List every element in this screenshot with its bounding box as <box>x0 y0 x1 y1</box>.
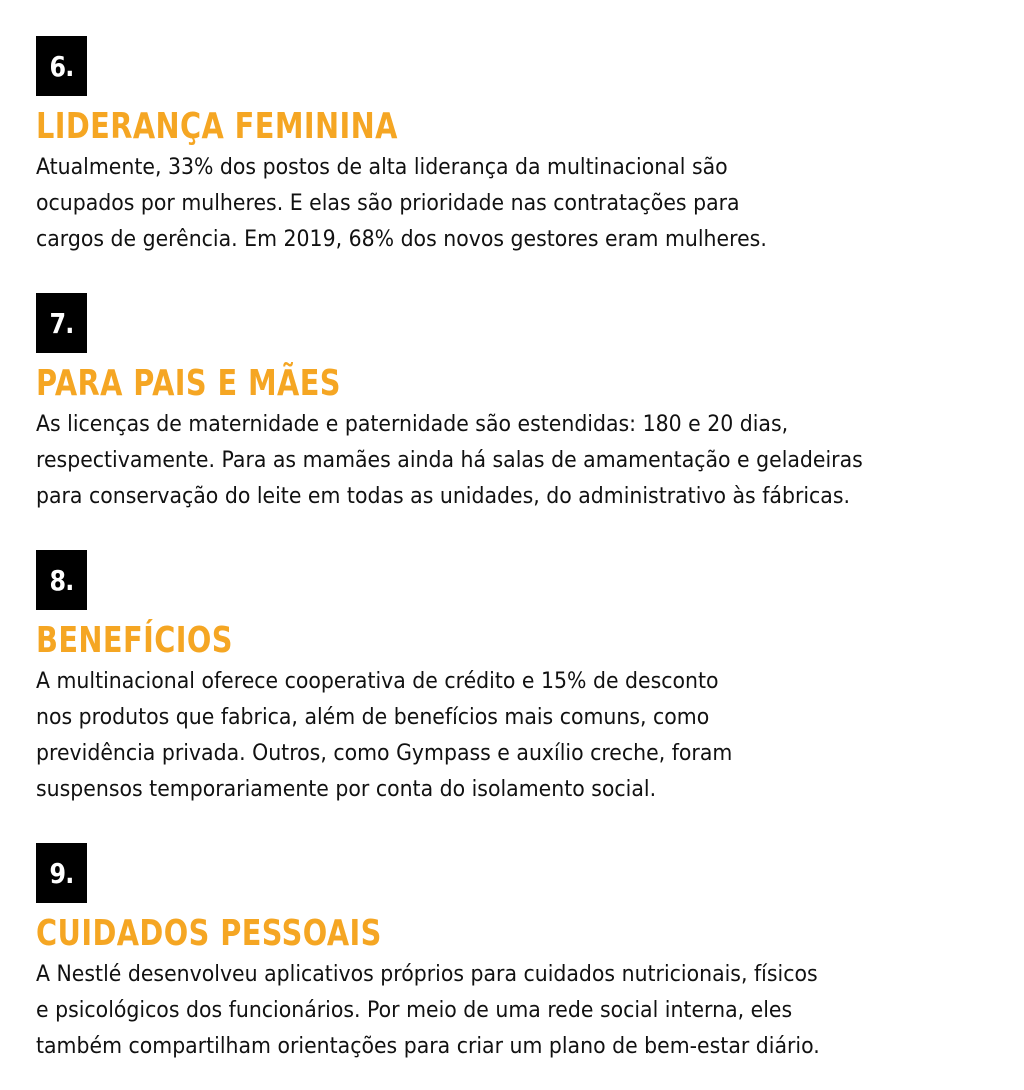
body-line: As licenças de maternidade e paternidade são estendidas: 180 e 20 dias, <box>36 412 789 437</box>
body-line: previdência privada. Outros, como Gympass e auxílio creche, foram <box>36 741 733 766</box>
body-line: para conservação do leite em todas as unidades, do administrativo às fábricas. <box>36 484 850 509</box>
section-title: BENEFÍCIOS <box>36 620 233 661</box>
section-number-badge: 8. <box>36 550 87 610</box>
section-number-badge: 9. <box>36 843 87 903</box>
body-line: suspensos temporariamente por conta do isolamento social. <box>36 777 657 802</box>
body-line: respectivamente. Para as mamães ainda há salas de amamentação e geladeiras <box>36 448 863 473</box>
body-line: A Nestlé desenvolveu aplicativos próprios para cuidados nutricionais, físicos <box>36 962 818 987</box>
body-line: e psicológicos dos funcionários. Por meio de uma rede social interna, eles <box>36 998 793 1023</box>
body-line: ocupados por mulheres. E elas são prioridade nas contratações para <box>36 191 740 216</box>
body-line: cargos de gerência. Em 2019, 68% dos novos gestores eram mulheres. <box>36 227 767 252</box>
section-6 <box>36 36 996 258</box>
section-title: LIDERANÇA FEMININA <box>36 106 398 147</box>
body-line: A multinacional oferece cooperativa de crédito e 15% de desconto <box>36 669 719 694</box>
section-7 <box>36 293 996 515</box>
section-body <box>36 664 929 808</box>
body-line: nos produtos que fabrica, além de benefícios mais comuns, como <box>36 705 710 730</box>
section-body <box>36 957 929 1065</box>
section-number-badge: 6. <box>36 36 87 96</box>
section-8 <box>36 550 996 808</box>
section-body <box>36 150 929 258</box>
section-number-badge: 7. <box>36 293 87 353</box>
body-line: Atualmente, 33% dos postos de alta liderança da multinacional são <box>36 155 728 180</box>
section-body <box>36 407 929 515</box>
section-title: CUIDADOS PESSOAIS <box>36 913 382 954</box>
body-line: também compartilham orientações para criar um plano de bem-estar diário. <box>36 1034 820 1059</box>
section-9 <box>36 843 996 1065</box>
section-title: PARA PAIS E MÃES <box>36 363 341 404</box>
